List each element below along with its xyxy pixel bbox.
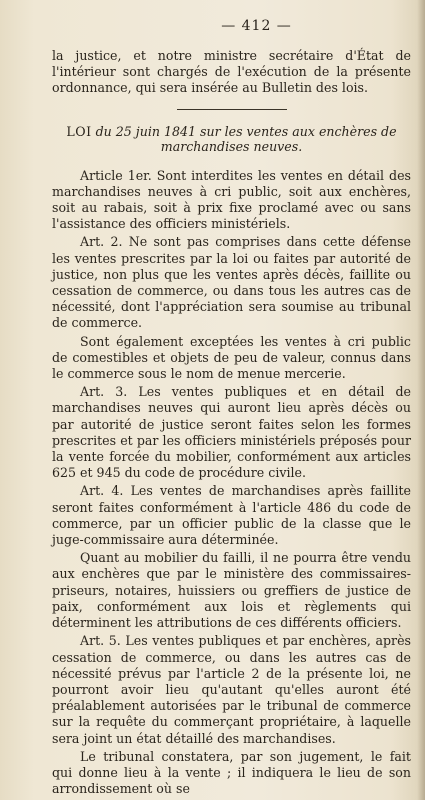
paragraph-tribunal: Le tribunal constatera, par son jugement, le fait qui donne lieu à la vente ; il indiquera le lieu de son arrondissement où se <box>52 748 411 797</box>
paragraph-article-4: Art. 4. Les ventes de marchandises après faillite seront faites conformément à l'article 486 du code de commerce, par un officier public de la classe que le juge-commissaire aura déterminée. <box>52 483 411 548</box>
intro-paragraph: la justice, et notre ministre secrétaire d'État de l'intérieur sont chargés de l'exécution de la présente ordonnance, qui sera insérée au Bulletin des lois. <box>52 48 411 96</box>
law-title-rest: du 25 juin 1841 sur les ventes aux enchères de marchandises neuves. <box>91 123 397 154</box>
paragraph-exceptions: Sont également exceptées les ventes à cri public de comestibles et objets de peu de valeur, connus dans le commerce sous le nom de menue mercerie. <box>52 333 411 382</box>
paragraph-article-3: Art. 3. Les ventes publiques et en détail de marchandises neuves qui auront lieu après décès ou par autorité de justice seront faites selon les formes prescrites et par les officiers ministériels préposés pour la vente forcée du mobilier, conformément aux articles 625 et 945 du code de procédure civile. <box>52 384 411 481</box>
paragraph-article-2: Art. 2. Ne sont pas comprises dans cette défense les ventes prescrites par la loi ou faites par autorité de justice, non plus que les ventes après décès, faillite ou cessation de commerce, ou dans tous les autres cas de nécessité, dont l'appréciation sera soumise au tribunal de commerce. <box>52 234 411 331</box>
page-number: — 412 — <box>221 18 292 34</box>
section-divider <box>177 109 287 110</box>
paragraph-article-1: Article 1er. Sont interdites les ventes en détail des marchandises neuves à cri public, soit aux enchères, soit au rabais, soit à prix fixe proclamé avec ou sans l'assistance des officiers ministériels. <box>52 167 411 232</box>
law-title <box>52 124 411 154</box>
page-spine-shadow <box>417 0 425 800</box>
paragraph-mobilier: Quant au mobilier du failli, il ne pourra être vendu aux enchères que par le ministère des commissaires-priseurs, notaires, huissiers ou greffiers de justice de paix, conformément aux lois et règlements qui déterminent les attributions de ces différents officiers. <box>52 550 411 631</box>
law-title-lead: LOI <box>66 123 92 139</box>
paragraph-article-5: Art. 5. Les ventes publiques et par enchères, après cessation de commerce, ou dans les autres cas de nécessité prévus par l'article 2 de la présente loi, ne pourront avoir lieu qu'autant qu'elles auront été préalablement autorisées par le tribunal de commerce sur la requête du commerçant propriétaire, à laquelle sera joint un état détaillé des marchandises. <box>52 633 411 746</box>
